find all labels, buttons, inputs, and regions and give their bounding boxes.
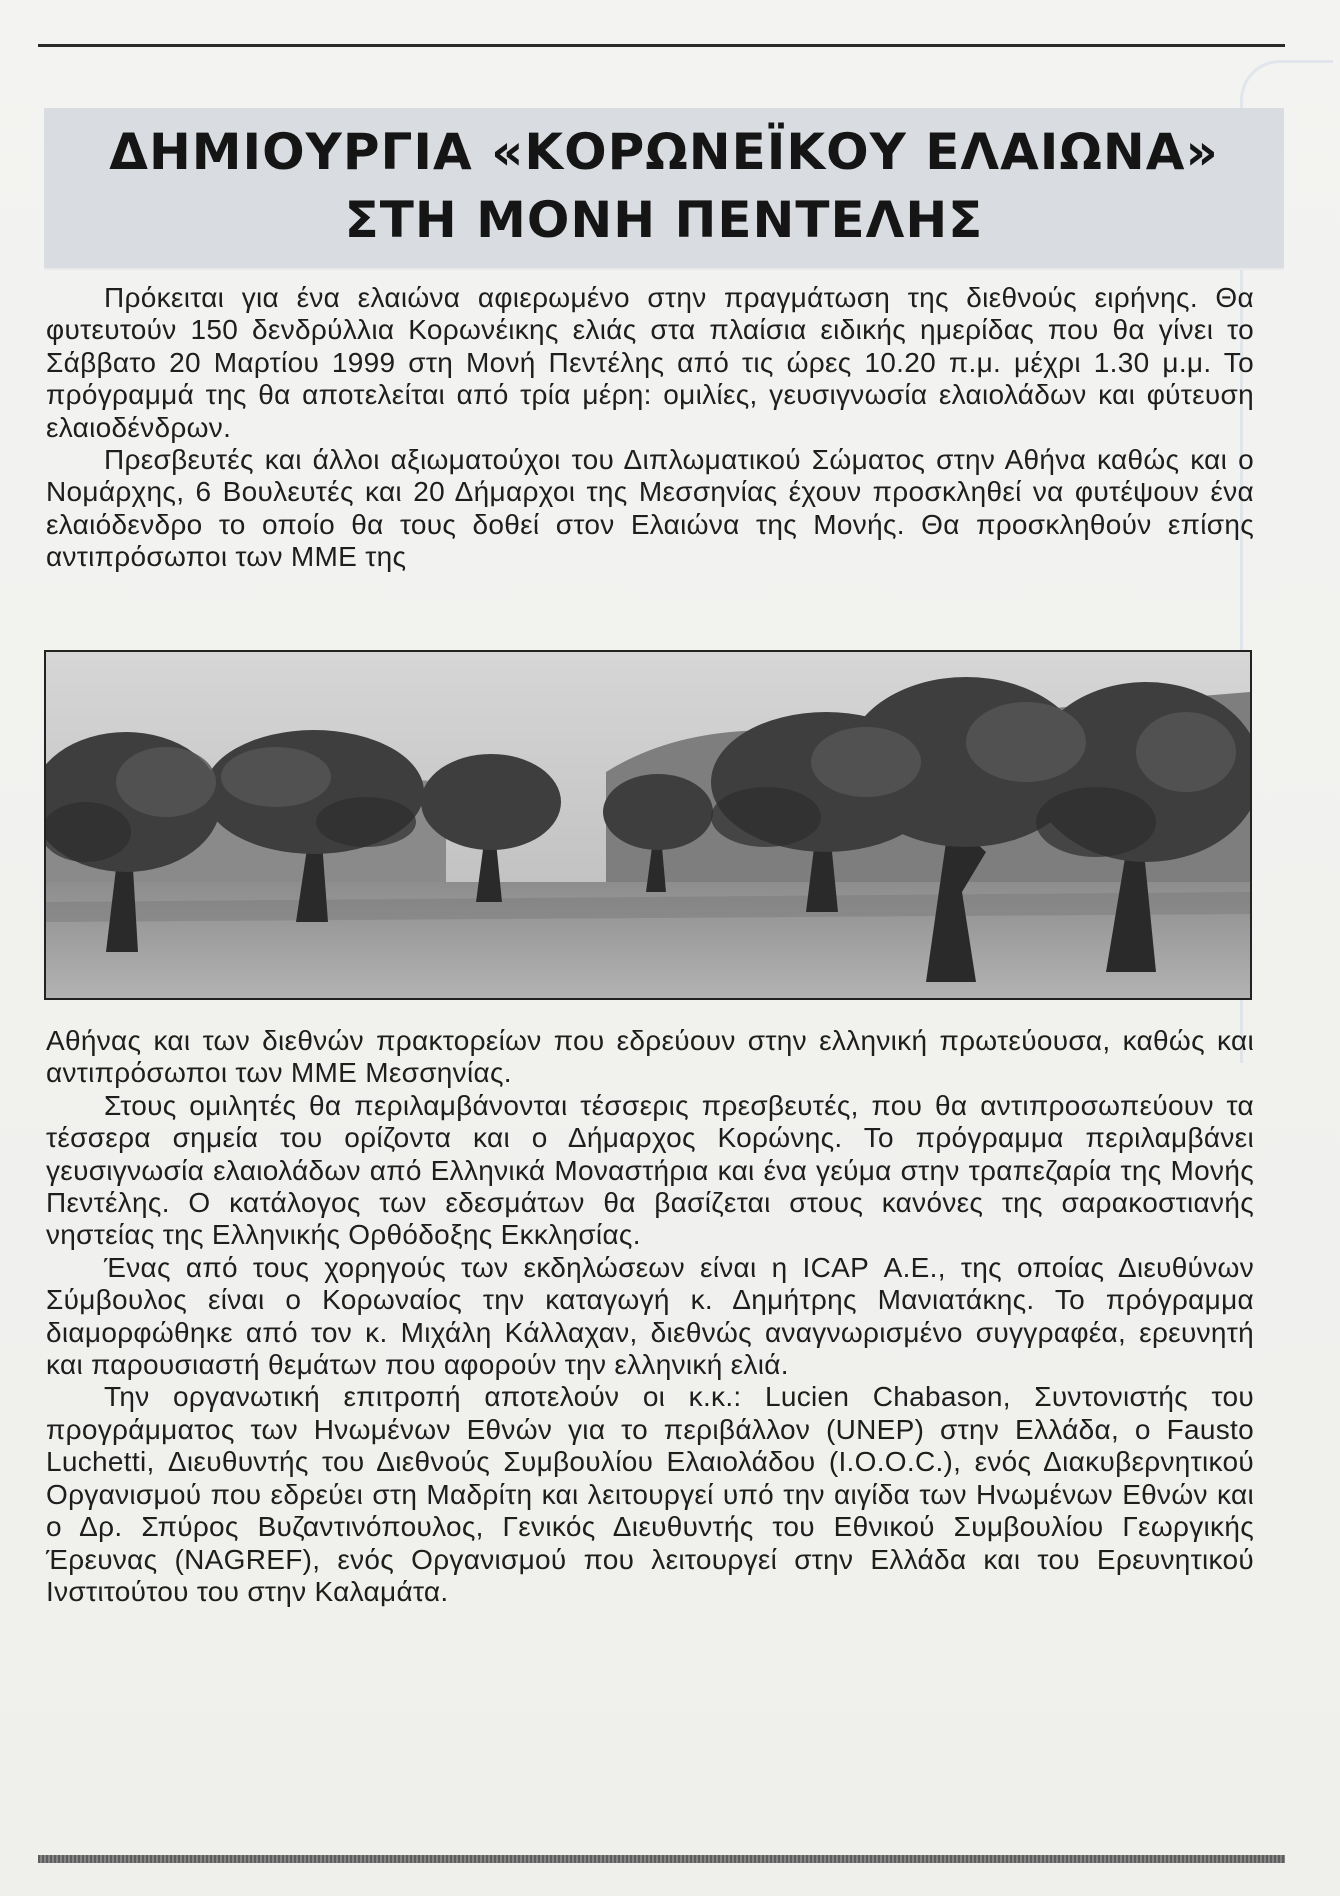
paragraph-4: Στους ομιλητές θα περιλαμβάνονται τέσσερις πρεσβευτές, που θα αντιπροσωπεύουν τα τέσσερα σημεία του ορίζοντα και ο Δήμαρχος Κορώνης. Το πρόγραμμα περιλαμβάνει γευσιγνωσία ελαιολάδων από Ελληνικά Μοναστήρια και ένα γεύμα στην τραπεζαρία της Μονής Πεντέλης. Ο κατάλογος των εδεσμάτων θα βασίζεται στους κανόνες της σαρακοστιανής νηστείας της Ελληνικής Ορθόδοξης Εκκλησίας.	[46, 1089, 1254, 1251]
olive-grove-illustration	[46, 652, 1250, 998]
paragraph-3: Αθήνας και των διεθνών πρακτορείων που εδρεύουν στην ελληνική πρωτεύουσα, καθώς και αντιπρόσωποι των ΜΜΕ Μεσσηνίας.	[46, 1025, 1254, 1089]
olive-grove-photo	[44, 650, 1252, 1000]
top-rule	[38, 44, 1285, 47]
article-title	[44, 118, 1284, 254]
paragraph-2: Πρεσβευτές και άλλοι αξιωματούχοι του Διπλωματικού Σώματος στην Αθήνα καθώς και ο Νομάρχης, 6 Βουλευτές και 20 Δήμαρχοι της Μεσσηνίας έχουν προσκληθεί να φυτέψουν ένα ελαιόδενδρο το οποίο θα τους δοθεί στον Ελαιώνα της Μονής. Θα προσκληθούν επίσης αντιπρόσωποι των ΜΜΕ της	[46, 444, 1254, 573]
body-text-top	[46, 282, 1254, 574]
body-text-bottom	[46, 1025, 1254, 1608]
title-line-2: ΣΤΗ ΜΟΝΗ ΠΕΝΤΕΛΗΣ	[344, 191, 984, 249]
paragraph-5: Ένας από τους χορηγούς των εκδηλώσεων είναι η ICAP Α.Ε., της οποίας Διευθύνων Σύμβουλος είναι ο Κορωναίος την καταγωγή κ. Δημήτρης Μανιατάκης. Το πρόγραμμα διαμορφώθηκε από τον κ. Μιχάλη Κάλλαχαν, διεθνώς αναγνωρισμένο συγγραφέα, ερευνητή και παρουσιαστή θεμάτων που αφορούν την ελληνική ελιά.	[46, 1251, 1254, 1381]
title-line-1: ΔΗΜΙΟΥΡΓΙΑ «ΚΟΡΩΝΕΪΚΟΥ ΕΛΑΙΩΝΑ»	[109, 123, 1219, 181]
bottom-rule	[38, 1855, 1285, 1863]
paragraph-6: Την οργανωτική επιτροπή αποτελούν οι κ.κ.: Lucien Chabason, Συντονιστής του προγράμματος των Ηνωμένων Εθνών για το περιβάλλον (UNEP) στην Ελλάδα, ο Fausto Luchetti, Διευθυντής του Διεθνούς Συμβουλίου Ελαιολάδου (I.O.O.C.), ενός Διακυβερνητικού Οργανισμού που εδρεύει στη Μαδρίτη και λειτουργεί υπό την αιγίδα των Ηνωμένων Εθνών και ο Δρ. Σπύρος Βυζαντινόπουλος, Γενικός Διευθυντής του Εθνικού Συμβουλίου Γεωργικής Έρευνας (NAGREF), ενός Οργανισμού που λειτουργεί στην Ελλάδα και του Ερευνητικού Ινστιτούτου του στην Καλαμάτα.	[46, 1381, 1254, 1607]
paragraph-1: Πρόκειται για ένα ελαιώνα αφιερωμένο στην πραγμάτωση της διεθνούς ειρήνης. Θα φυτευτούν 150 δενδρύλλια Κορωνέικης ελιάς στα πλαίσια ειδικής ημερίδας που θα γίνει το Σάββατο 20 Μαρτίου 1999 στη Μονή Πεντέλης από τις ώρες 10.20 π.μ. μέχρι 1.30 μ.μ. Το πρόγραμμά της θα αποτελείται από τρία μέρη: ομιλίες, γευσιγνωσία ελαιολάδων και φύτευση ελαιοδένδρων.	[46, 282, 1254, 443]
